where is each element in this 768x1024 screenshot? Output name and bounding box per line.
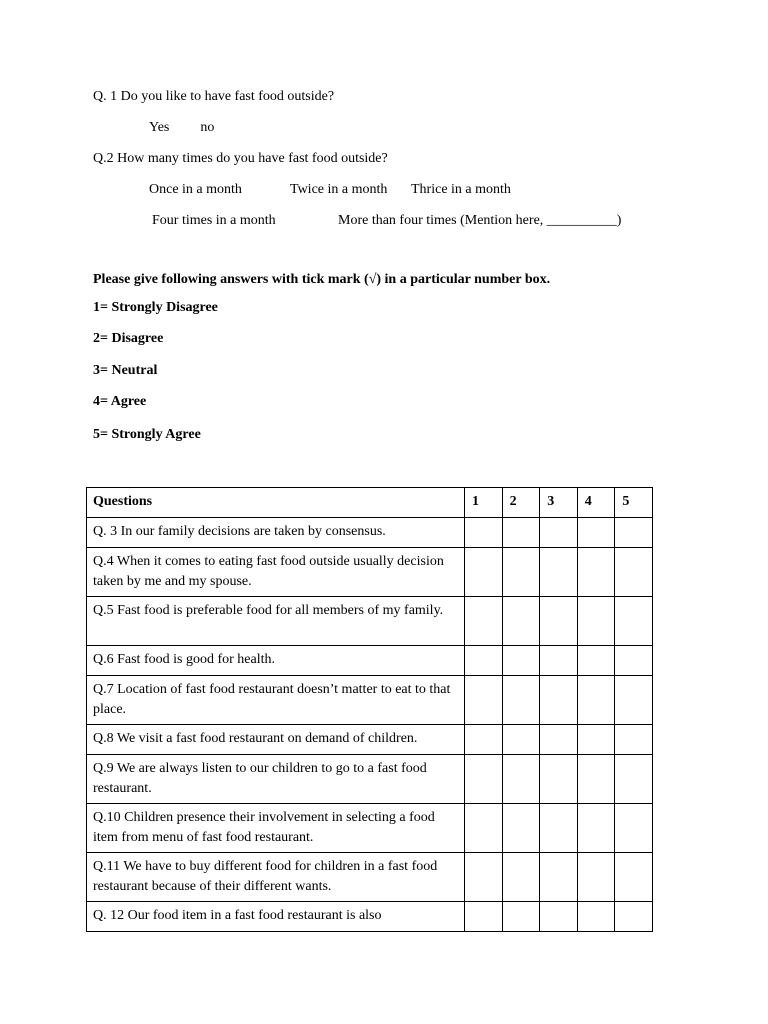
option-more-label: More than four times (Mention here, __________) — [338, 213, 622, 228]
rating-box-2[interactable] — [502, 597, 540, 646]
rating-box-5[interactable] — [615, 725, 653, 755]
scale-item-2: 2= Disagree — [93, 331, 164, 346]
header-2: 2 — [502, 488, 540, 518]
option-four-label: Four times in a month — [152, 213, 276, 228]
q2-option-more — [325, 213, 621, 229]
header-4: 4 — [577, 488, 615, 518]
rating-box-1[interactable] — [465, 676, 503, 725]
rating-box-3[interactable] — [540, 755, 578, 804]
rating-box-5[interactable] — [615, 646, 653, 676]
question-cell: Q.8 We visit a fast food restaurant on demand of children. — [87, 725, 465, 755]
table-row — [87, 597, 653, 646]
rating-box-3[interactable] — [540, 804, 578, 853]
rating-box-5[interactable] — [615, 902, 653, 932]
table-row — [87, 853, 653, 902]
rating-box-5[interactable] — [615, 518, 653, 548]
rating-box-2[interactable] — [502, 518, 540, 548]
rating-box-4[interactable] — [577, 548, 615, 597]
option-yes-label: Yes — [149, 120, 170, 135]
rating-box-2[interactable] — [502, 853, 540, 902]
rating-box-5[interactable] — [615, 853, 653, 902]
rating-box-1[interactable] — [465, 518, 503, 548]
q2-option-thrice — [401, 182, 511, 198]
option-twice-label: Twice in a month — [290, 182, 388, 197]
header-questions: Questions — [87, 488, 465, 518]
rating-box-3[interactable] — [540, 676, 578, 725]
rating-box-4[interactable] — [577, 804, 615, 853]
q2-option-twice — [280, 182, 387, 198]
rating-box-1[interactable] — [465, 646, 503, 676]
rating-box-3[interactable] — [540, 646, 578, 676]
rating-box-4[interactable] — [577, 725, 615, 755]
rating-box-4[interactable] — [577, 518, 615, 548]
rating-box-4[interactable] — [577, 676, 615, 725]
header-5: 5 — [615, 488, 653, 518]
rating-box-2[interactable] — [502, 646, 540, 676]
rating-table — [86, 487, 653, 932]
rating-box-3[interactable] — [540, 597, 578, 646]
scale-item-5: 5= Strongly Agree — [93, 427, 201, 442]
table-header-row — [87, 488, 653, 518]
table-row — [87, 646, 653, 676]
rating-box-2[interactable] — [502, 755, 540, 804]
rating-box-1[interactable] — [465, 755, 503, 804]
table-row — [87, 902, 653, 932]
option-no-label: no — [200, 120, 215, 135]
header-3: 3 — [540, 488, 578, 518]
question-cell: Q. 12 Our food item in a fast food restaurant is also — [87, 902, 465, 932]
rating-box-3[interactable] — [540, 548, 578, 597]
question-cell: Q.11 We have to buy different food for children in a fast food restaurant because of their different wants. — [87, 853, 465, 902]
question-cell: Q.9 We are always listen to our children to go to a fast food restaurant. — [87, 755, 465, 804]
rating-box-4[interactable] — [577, 755, 615, 804]
rating-box-5[interactable] — [615, 755, 653, 804]
rating-box-3[interactable] — [540, 518, 578, 548]
rating-box-5[interactable] — [615, 548, 653, 597]
question-cell: Q.7 Location of fast food restaurant doesn’t matter to eat to that place. — [87, 676, 465, 725]
rating-box-1[interactable] — [465, 597, 503, 646]
table-row — [87, 725, 653, 755]
rating-box-1[interactable] — [465, 725, 503, 755]
q2-option-four — [139, 213, 276, 229]
q1-options — [139, 120, 214, 136]
rating-box-4[interactable] — [577, 902, 615, 932]
rating-box-4[interactable] — [577, 597, 615, 646]
option-thrice-label: Thrice in a month — [411, 182, 511, 197]
question-cell: Q.6 Fast food is good for health. — [87, 646, 465, 676]
rating-box-2[interactable] — [502, 804, 540, 853]
header-1: 1 — [465, 488, 503, 518]
scale-item-1: 1= Strongly Disagree — [93, 300, 218, 315]
rating-box-1[interactable] — [465, 548, 503, 597]
table-row — [87, 548, 653, 597]
q2-option-once — [139, 182, 242, 198]
rating-box-3[interactable] — [540, 902, 578, 932]
instructions-heading: Please give following answers with tick mark (√) in a particular number box. — [93, 272, 551, 287]
table-row — [87, 804, 653, 853]
table-row — [87, 755, 653, 804]
rating-box-2[interactable] — [502, 725, 540, 755]
q2-question: Q.2 How many times do you have fast food outside? — [93, 151, 388, 166]
rating-box-5[interactable] — [615, 676, 653, 725]
rating-box-3[interactable] — [540, 853, 578, 902]
rating-box-2[interactable] — [502, 548, 540, 597]
q1-question: Q. 1 Do you like to have fast food outside? — [93, 89, 335, 104]
question-cell: Q.4 When it comes to eating fast food outside usually decision taken by me and my spouse. — [87, 548, 465, 597]
rating-box-1[interactable] — [465, 853, 503, 902]
scale-item-4: 4= Agree — [93, 394, 147, 409]
rating-box-4[interactable] — [577, 646, 615, 676]
table-row — [87, 676, 653, 725]
table-row — [87, 518, 653, 548]
rating-box-1[interactable] — [465, 902, 503, 932]
rating-box-4[interactable] — [577, 853, 615, 902]
rating-box-1[interactable] — [465, 804, 503, 853]
option-once-label: Once in a month — [149, 182, 242, 197]
rating-box-5[interactable] — [615, 804, 653, 853]
rating-box-3[interactable] — [540, 725, 578, 755]
scale-item-3: 3= Neutral — [93, 363, 158, 378]
question-cell: Q.10 Children presence their involvement in selecting a food item from menu of fast food restaurant. — [87, 804, 465, 853]
question-cell: Q.5 Fast food is preferable food for all members of my family. — [87, 597, 465, 646]
rating-box-5[interactable] — [615, 597, 653, 646]
rating-box-2[interactable] — [502, 902, 540, 932]
rating-box-2[interactable] — [502, 676, 540, 725]
question-cell: Q. 3 In our family decisions are taken by consensus. — [87, 518, 465, 548]
